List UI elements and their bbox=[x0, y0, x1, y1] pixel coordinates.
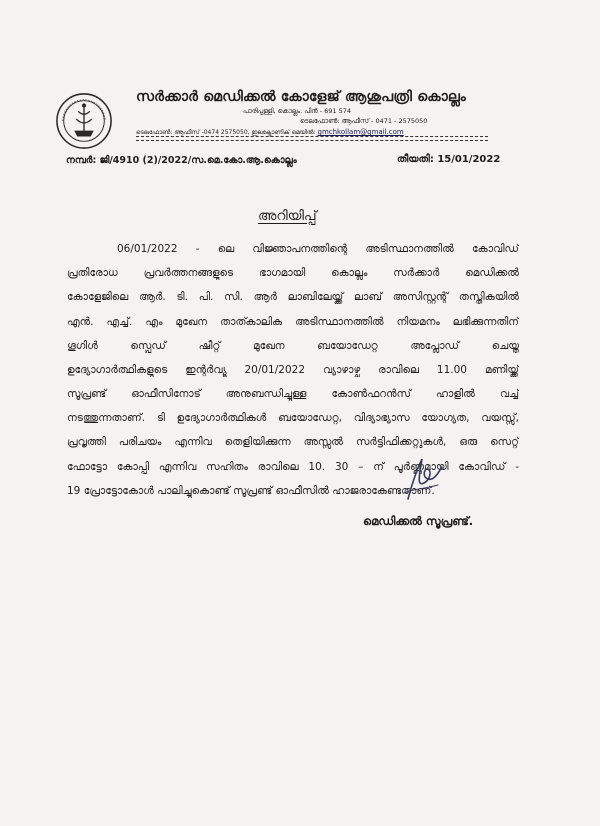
notice-line: ഗൂഗിൾ സ്പ്രെഡ് ഷീറ്റ് മുഖേന ബയോഡേറ്റ അപ്ലോഡ് ചെയ്ത bbox=[67, 340, 519, 352]
notice-line: എൻ. എച്ച്. എം മുഖേന താത്കാലിക അടിസ്ഥാനത്തിൽ നിയമനം ലഭിക്കുന്നതിന് bbox=[67, 316, 519, 328]
notice-date: തീയതി: 15/01/2022 bbox=[397, 154, 501, 165]
office-phone: ടെലഫോൺ: ആഫീസ് - 0471 - 2575050 bbox=[300, 117, 428, 125]
notice-line: നടത്തുന്നതാണ്. ടി ഉദ്യോഗാർത്ഥികൾ ബയോഡേറ്റ, വിദ്യാഭ്യാസ യോഗ്യത, വയസ്സ്, bbox=[67, 412, 519, 424]
notice-heading: അറിയിപ്പ് bbox=[258, 208, 317, 224]
signature-mark bbox=[398, 453, 448, 507]
reference-number: നമ്പർ: ജി/4910 (2)/2022/സ.മെ.കോ.ആ.കൊല്ലം bbox=[66, 155, 297, 166]
notice-line: പ്രവൃത്തി പരിചയം എന്നിവ തെളിയിക്കുന്ന അസ്സൽ സർട്ടിഫിക്കറ്റുകൾ, ഒരു സെറ്റ് bbox=[67, 436, 519, 448]
signatory-title: മെഡിക്കൽ സൂപ്രണ്ട്. bbox=[363, 514, 474, 528]
notice-line: ഉദ്യോഗാർത്ഥികളുടെ ഇന്റർവ്യൂ 20/01/2022 വ്യാഴാഴ്ച രാവിലെ 11.00 മണിയ്ക്ക് bbox=[67, 364, 519, 376]
notice-line: 06/01/2022 - ലെ വിജ്ഞാപനത്തിന്റെ അടിസ്ഥാനത്തിൽ കോവിഡ് bbox=[117, 243, 519, 255]
notice-line: ഫോട്ടോ കോപ്പി എന്നിവ സഹിതം രാവിലെ 10. 30 – ന് പൂർണ്ണമായി കോവിഡ് - bbox=[67, 461, 519, 473]
header-divider-bottom bbox=[136, 140, 488, 141]
notice-line: 19 പ്രോട്ടോകോൾ പാലിച്ചുകൊണ്ട് സൂപ്രണ്ട് ഓഫീസിൽ ഹാജരാകേണ്ടതാണ്. bbox=[67, 485, 435, 497]
email-link[interactable]: gmchkollam@gmail.com bbox=[317, 128, 404, 136]
organization-name: സർക്കാർ മെഡിക്കൽ കോളേജ് ആശുപത്രി കൊല്ലം bbox=[136, 89, 466, 105]
organization-address: പാരിപ്പള്ളി, കൊല്ലം. പിൻ - 691 574 bbox=[243, 107, 352, 115]
notice-line: കോളേജിലെ ആർ. ടി. പി. സി. ആർ ലാബിലേയ്ക്ക് ലാബ് അസിസ്റ്റന്റ് തസ്തികയിൽ bbox=[67, 291, 519, 303]
contact-prefix: ടെലഫോൺ: ആഫീസ് -0474 2575050, ഇലക്ട്രോണിക് മെയിൽ: bbox=[136, 129, 316, 136]
notice-line: സൂപ്രണ്ട് ഓഫീസിനോട് അനുബന്ധിച്ചുള്ള കോൺഫറൻസ് ഹാളിൽ വച്ച് bbox=[67, 388, 519, 400]
college-emblem-icon bbox=[55, 92, 113, 150]
notice-line: പ്രതിരോധ പ്രവർത്തനങ്ങളുടെ ഭാഗമായി കൊല്ലം സർക്കാർ മെഡിക്കൽ bbox=[67, 267, 519, 279]
header-divider-top bbox=[136, 136, 488, 137]
